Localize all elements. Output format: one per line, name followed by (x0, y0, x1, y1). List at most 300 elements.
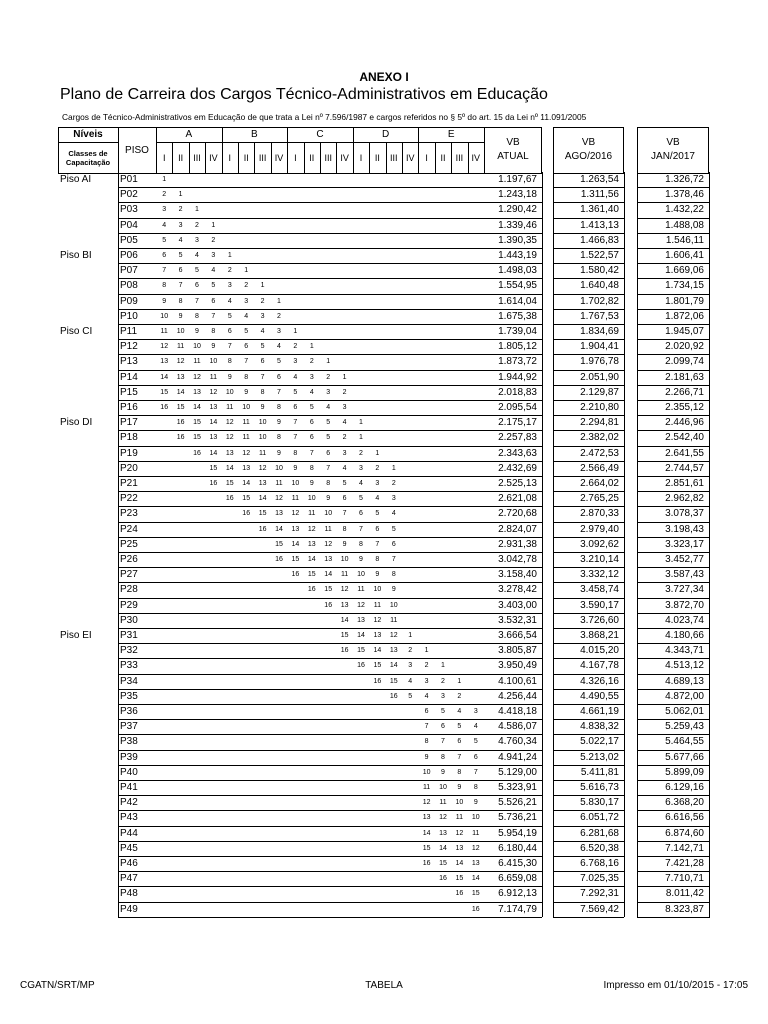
vb-value: 1.801,79 (665, 295, 704, 307)
capacity-step-value: 2 (408, 647, 413, 655)
capacity-step-value: 4 (473, 723, 478, 731)
capacity-step-value: 8 (326, 480, 331, 487)
capacity-step-value: 2 (227, 267, 232, 275)
vb-value: 1.488,08 (665, 219, 704, 231)
vb-value: 1.976,78 (580, 356, 619, 368)
vb-value: 3.872,70 (665, 599, 704, 611)
capacity-step-value: 16 (439, 875, 447, 883)
vb-value: 6.616,56 (665, 812, 704, 824)
capacity-step-value: 10 (275, 464, 283, 472)
capacity-step-value: 8 (391, 571, 396, 579)
vb-value: 5.464,55 (665, 736, 704, 748)
piso-code: P37 (120, 721, 138, 733)
capacity-step-value: 14 (307, 556, 316, 563)
row-line (553, 917, 624, 918)
capacity-step-value: 15 (258, 510, 267, 518)
piso-group-label: Piso CI (60, 326, 93, 337)
vb-value: 4.760,34 (498, 736, 537, 748)
piso-code: P14 (120, 371, 138, 383)
vb-value: 4.689,13 (665, 675, 704, 687)
vb-value: 2.446,96 (665, 417, 704, 429)
capacity-step-value: 1 (277, 297, 281, 305)
capacity-step-value: 14 (193, 404, 201, 411)
piso-code: P17 (120, 417, 138, 429)
piso-code: P02 (120, 189, 138, 201)
capacity-step-value: 11 (193, 358, 201, 366)
classes-label-line2: Capacitação (65, 158, 111, 167)
capacity-step-value: 11 (439, 799, 447, 807)
capacity-step-value: 15 (225, 480, 234, 487)
piso-group-label: Piso AI (60, 174, 92, 185)
capacity-step-value: 8 (424, 738, 429, 746)
capacity-step-value: 6 (473, 753, 478, 761)
capacity-step-value: 5 (195, 267, 199, 275)
capacity-step-value: 15 (307, 571, 316, 579)
vb-value: 3.726,60 (580, 614, 619, 626)
capacity-step-value: 13 (209, 434, 218, 442)
capacity-step-value: 13 (389, 647, 398, 655)
capacity-step-value: 14 (373, 647, 382, 655)
piso-code: P05 (120, 234, 138, 246)
capacity-step-value: 10 (291, 480, 300, 487)
capacity-step-value: 4 (375, 495, 380, 503)
capacity-step-value: 3 (359, 464, 363, 472)
vb-value: 2.641,55 (665, 447, 704, 459)
vb-value: 1.413,13 (580, 219, 619, 231)
vb-value: 6.659,08 (498, 873, 537, 885)
capacity-step-value: 11 (390, 616, 398, 624)
capacity-step-value: 13 (439, 829, 447, 837)
capacity-step-value: 2 (342, 434, 347, 442)
capacity-step-value: 10 (324, 510, 333, 518)
capacity-step-value: 12 (225, 434, 234, 442)
row-line (118, 643, 542, 644)
vb-value: 5.411,81 (580, 766, 619, 778)
capacity-step-value: 13 (160, 358, 169, 366)
capacity-step-value: 16 (176, 434, 185, 442)
vb-value: 5.062,01 (665, 706, 704, 717)
capacity-step-value: 6 (309, 434, 314, 442)
capacity-step-value: 6 (227, 328, 232, 335)
capacity-step-value: 7 (195, 297, 199, 305)
vb-value: 3.458,74 (580, 584, 619, 596)
vb-value: 2.095,54 (498, 402, 537, 413)
vb-value: 2.020,92 (665, 341, 704, 353)
capacity-step-value: 12 (160, 343, 169, 351)
capacity-step-value: 5 (227, 312, 232, 320)
vb-value: 2.432,69 (498, 462, 537, 474)
capacity-step-value: 13 (340, 601, 349, 609)
capacity-step-value: 8 (359, 540, 363, 548)
capacity-step-value: 7 (293, 434, 298, 442)
capacity-step-value: 3 (244, 297, 249, 305)
capacity-step-value: 7 (326, 464, 331, 472)
capacity-step-value: 16 (307, 586, 316, 594)
capacity-step-value: 7 (359, 525, 363, 533)
footer-left: CGATN/SRT/MP (20, 980, 95, 991)
vb-value: 1.580,42 (580, 265, 619, 277)
capacity-step-value: 12 (455, 829, 464, 837)
capacity-step-value: 16 (340, 647, 349, 655)
vb-value: 5.129,00 (498, 766, 537, 778)
capacity-step-value: 1 (359, 434, 363, 442)
capacity-step-value: 6 (244, 343, 249, 351)
vb-header-line1: VB (666, 136, 680, 148)
capacity-step-value: 6 (293, 404, 298, 411)
capacity-class-header: III (258, 153, 267, 163)
piso-code: P46 (120, 858, 138, 869)
capacity-step-value: 4 (391, 510, 396, 518)
capacity-step-value: 3 (342, 404, 347, 411)
vb-value: 7.421,28 (665, 858, 704, 869)
vb-value: 1.945,07 (665, 326, 704, 337)
capacity-step-value: 4 (342, 464, 347, 472)
vb-value: 6.415,30 (498, 858, 537, 869)
vb-value: 2.979,40 (580, 523, 619, 535)
capacity-step-value: 4 (359, 480, 363, 487)
capacity-step-value: 15 (373, 662, 382, 670)
capacity-step-value: 9 (244, 388, 249, 396)
capacity-step-value: 13 (258, 480, 267, 487)
capacity-step-value: 16 (373, 677, 382, 685)
classes-label-line1: Classes de (68, 149, 108, 158)
capacity-step-value: 7 (244, 358, 249, 366)
capacity-step-value: 15 (455, 875, 464, 883)
capacity-step-value: 11 (258, 449, 267, 457)
capacity-step-value: 15 (422, 844, 431, 852)
vb-value: 3.532,31 (498, 614, 537, 626)
capacity-step-value: 3 (260, 312, 265, 320)
vb-value: 1.739,04 (498, 326, 537, 337)
capacity-step-value: 12 (275, 495, 283, 503)
capacity-step-value: 1 (359, 419, 363, 427)
vb-value: 8.011,42 (665, 888, 704, 900)
vb-value: 3.210,14 (580, 554, 619, 565)
capacity-step-value: 15 (160, 388, 169, 396)
capacity-step-value: 11 (242, 419, 250, 427)
vb-value: 8.323,87 (665, 903, 704, 915)
capacity-step-value: 7 (293, 419, 298, 427)
vb-value: 7.710,71 (665, 873, 704, 885)
vb-value: 1.466,83 (580, 234, 619, 246)
capacity-step-value: 6 (178, 267, 183, 275)
vb-value: 1.702,82 (580, 295, 619, 307)
capacity-step-value: 4 (162, 221, 167, 229)
capacity-step-value: 5 (211, 282, 216, 290)
capacity-step-value: 11 (291, 495, 300, 503)
vb-value: 6.281,68 (580, 827, 619, 839)
capacity-step-value: 6 (457, 738, 462, 746)
capacity-step-value: 15 (389, 677, 398, 685)
capacity-step-value: 1 (178, 191, 183, 199)
capacity-step-value: 3 (441, 692, 445, 700)
capacity-step-value: 3 (195, 236, 199, 244)
capacity-step-value: 1 (195, 206, 199, 214)
capacity-step-value: 1 (342, 373, 347, 381)
vb-value: 2.129,87 (580, 386, 619, 398)
capacity-step-value: 10 (373, 586, 382, 594)
capacity-step-value: 2 (211, 236, 216, 244)
vb-value: 1.675,38 (498, 310, 537, 322)
capacity-step-value: 4 (342, 419, 347, 427)
capacity-step-value: 3 (342, 449, 347, 457)
capacity-step-value: 14 (209, 419, 218, 427)
capacity-step-value: 16 (324, 601, 333, 609)
capacity-step-value: 1 (227, 252, 232, 259)
vb-value: 4.661,19 (580, 706, 619, 717)
capacity-step-value: 12 (357, 601, 365, 609)
capacity-class-header: III (455, 153, 464, 163)
vb-value: 3.950,49 (498, 660, 537, 672)
vb-value: 2.210,80 (580, 402, 619, 413)
capacity-step-value: 7 (441, 738, 445, 746)
capacity-step-value: 14 (225, 464, 234, 472)
capacity-step-value: 6 (359, 510, 363, 518)
capacity-step-value: 6 (326, 449, 331, 457)
capacity-class-header: I (425, 153, 428, 163)
capacity-step-value: 4 (309, 388, 314, 396)
capacity-step-value: 1 (244, 267, 249, 275)
capacity-step-value: 2 (260, 297, 265, 305)
capacity-step-value: 8 (342, 525, 347, 533)
capacity-step-value: 14 (340, 616, 349, 624)
capacity-step-value: 6 (342, 495, 347, 503)
vb-value: 2.566,49 (580, 462, 619, 474)
capacity-step-value: 2 (326, 373, 331, 381)
vb-value: 2.175,17 (498, 417, 537, 429)
capacity-step-value: 4 (457, 708, 462, 715)
capacity-step-value: 6 (391, 540, 396, 548)
salary-table (58, 124, 710, 924)
capacity-step-value: 12 (209, 388, 218, 396)
capacity-step-value: 7 (309, 449, 314, 457)
capacity-step-value: 5 (326, 419, 331, 427)
capacity-step-value: 12 (176, 358, 185, 366)
capacity-step-value: 13 (357, 616, 365, 624)
page-subtitle: Cargos de Técnico-Administrativos em Educação de que trata a Lei nº 7.596/1987 e cargos referidos no § 5º do art. 15 da Lei nº 11.091/2005 (62, 112, 587, 122)
vb-value: 4.513,12 (665, 660, 704, 672)
piso-group-label: Piso DI (60, 417, 93, 429)
vb-value: 1.872,06 (665, 310, 704, 322)
piso-code: P08 (120, 280, 138, 292)
piso-code: P34 (120, 675, 138, 687)
capacity-step-value: 8 (195, 312, 199, 320)
capacity-step-value: 5 (178, 252, 183, 259)
vb-value: 1.378,46 (665, 189, 704, 201)
vb-value: 1.263,54 (580, 174, 619, 185)
capacity-step-value: 15 (471, 890, 480, 898)
capacity-class-header: I (228, 153, 232, 163)
capacity-class-header: II (178, 153, 184, 163)
capacity-step-value: 11 (242, 434, 250, 442)
capacity-step-value: 14 (471, 875, 480, 883)
capacity-step-value: 13 (455, 844, 464, 852)
capacity-step-value: 4 (195, 252, 199, 259)
capacity-step-value: 5 (408, 692, 413, 700)
capacity-step-value: 14 (422, 829, 431, 837)
capacity-step-value: 7 (211, 312, 216, 320)
capacity-step-value: 2 (342, 388, 347, 396)
capacity-step-value: 2 (441, 677, 445, 685)
capacity-step-value: 4 (277, 343, 281, 351)
capacity-step-value: 12 (439, 814, 447, 822)
capacity-class-header: I (162, 153, 166, 163)
capacity-step-value: 9 (391, 586, 396, 594)
capacity-step-value: 2 (162, 191, 167, 199)
capacity-step-value: 4 (424, 692, 429, 700)
level-e-header: E (447, 129, 455, 140)
vb-value: 1.805,12 (498, 341, 537, 353)
vb-value: 2.257,83 (498, 432, 537, 444)
capacity-step-value: 8 (178, 297, 183, 305)
vb-value: 2.870,33 (580, 508, 619, 520)
piso-code: P09 (120, 295, 138, 307)
vb-value: 1.606,41 (665, 250, 704, 261)
vb-value: 2.542,40 (665, 432, 704, 444)
vb-value: 6.520,38 (580, 842, 619, 854)
vb-value: 3.452,77 (665, 554, 704, 565)
capacity-step-value: 7 (162, 267, 167, 275)
capacity-step-value: 14 (291, 540, 300, 548)
vb-value: 1.944,92 (498, 371, 537, 383)
capacity-step-value: 2 (195, 221, 199, 229)
piso-code: P48 (120, 888, 138, 900)
capacity-step-value: 2 (424, 662, 429, 670)
capacity-step-value: 14 (209, 449, 218, 457)
capacity-step-value: 6 (375, 525, 380, 533)
capacity-step-value: 16 (275, 556, 283, 563)
capacity-step-value: 15 (193, 434, 201, 442)
capacity-class-header: I (294, 153, 297, 163)
vb-jan-left-line (637, 172, 638, 917)
piso-code: P36 (120, 706, 138, 717)
capacity-class-header: II (243, 153, 249, 163)
capacity-class-header: III (390, 153, 398, 163)
capacity-step-value: 12 (324, 540, 333, 548)
capacity-class-header: II (309, 153, 315, 163)
capacity-step-value: 2 (178, 206, 183, 214)
capacity-step-value: 2 (309, 358, 314, 366)
capacity-step-value: 10 (455, 799, 464, 807)
capacity-step-value: 11 (373, 601, 382, 609)
vb-value: 6.874,60 (665, 827, 704, 839)
vb-value: 5.899,09 (665, 766, 704, 778)
capacity-step-value: 6 (211, 297, 216, 305)
capacity-step-value: 14 (439, 844, 447, 852)
capacity-step-value: 7 (473, 768, 478, 776)
capacity-step-value: 3 (375, 480, 380, 487)
piso-code: P18 (120, 432, 138, 444)
vb-value: 1.339,46 (498, 219, 537, 231)
vb-value: 3.666,54 (498, 630, 537, 641)
piso-code: P04 (120, 219, 138, 231)
capacity-step-value: 11 (357, 586, 365, 594)
vb-value: 1.554,95 (498, 280, 537, 292)
level-c-header: C (316, 129, 324, 140)
capacity-step-value: 16 (455, 890, 464, 898)
vb-value: 4.490,55 (580, 690, 619, 702)
vb-value: 5.736,21 (498, 812, 537, 824)
capacity-step-value: 3 (309, 373, 314, 381)
piso-code: P07 (120, 265, 138, 277)
row-line (118, 628, 542, 629)
capacity-step-value: 4 (211, 267, 216, 275)
capacity-step-value: 15 (357, 647, 365, 655)
vb-value: 5.022,17 (580, 736, 619, 748)
piso-code: P30 (120, 614, 138, 626)
piso-code: P31 (120, 630, 138, 641)
capacity-step-value: 4 (178, 236, 183, 244)
capacity-step-value: 5 (375, 510, 380, 518)
capacity-step-value: 12 (373, 616, 382, 624)
capacity-step-value: 9 (277, 449, 281, 457)
vb-value: 3.587,43 (665, 569, 704, 581)
vb-value: 3.403,00 (498, 599, 537, 611)
capacity-step-value: 15 (324, 586, 333, 594)
capacity-step-value: 1 (309, 343, 314, 351)
capacity-step-value: 8 (277, 434, 281, 442)
capacity-step-value: 16 (422, 860, 431, 867)
capacity-step-value: 9 (162, 297, 167, 305)
capacity-step-value: 11 (422, 784, 431, 791)
vb-ago-left-line (553, 172, 554, 917)
capacity-step-value: 8 (309, 464, 314, 472)
capacity-step-value: 1 (457, 677, 462, 685)
vb-header-line2: ATUAL (497, 150, 529, 162)
capacity-step-value: 8 (260, 388, 265, 396)
capacity-step-value: 6 (277, 373, 281, 381)
vb-value: 2.765,25 (580, 493, 619, 505)
capacity-step-value: 12 (193, 373, 201, 381)
capacity-step-value: 10 (242, 404, 251, 411)
capacity-step-value: 12 (291, 510, 300, 518)
vb-value: 3.078,37 (665, 508, 704, 520)
capacity-step-value: 9 (359, 556, 363, 563)
capacity-step-value: 7 (178, 282, 183, 290)
capacity-step-value: 1 (375, 449, 380, 457)
capacity-class-header: IV (274, 153, 284, 163)
capacity-step-value: 5 (309, 404, 314, 411)
capacity-step-value: 12 (307, 525, 316, 533)
vb-value: 3.805,87 (498, 645, 537, 657)
vb-value: 3.590,17 (580, 599, 619, 611)
vb-value: 2.931,38 (498, 538, 537, 550)
capacity-step-value: 7 (424, 723, 429, 731)
vb-header-line2: AGO/2016 (564, 150, 613, 162)
capacity-step-value: 10 (340, 556, 349, 563)
capacity-step-value: 7 (391, 556, 396, 563)
capacity-step-value: 3 (408, 662, 413, 670)
capacity-step-value: 16 (258, 525, 267, 533)
capacity-step-value: 7 (227, 343, 232, 351)
piso-code: P13 (120, 356, 138, 368)
vb-value: 4.015,20 (580, 645, 619, 657)
vb-header-line2: JAN/2017 (651, 150, 695, 162)
capacity-step-value: 8 (277, 404, 281, 411)
piso-code: P33 (120, 660, 138, 672)
piso-code: P12 (120, 341, 138, 353)
piso-code: P03 (120, 204, 138, 216)
niveis-label: Níveis (73, 129, 103, 140)
piso-code: P39 (120, 751, 138, 763)
vb-value: 2.472,53 (580, 447, 619, 459)
piso-code: P20 (120, 462, 138, 474)
capacity-step-value: 13 (193, 388, 201, 396)
capacity-step-value: 10 (307, 495, 316, 503)
capacity-step-value: 2 (293, 343, 298, 351)
vb-value: 2.664,02 (580, 478, 619, 489)
capacity-step-value: 10 (471, 814, 480, 822)
